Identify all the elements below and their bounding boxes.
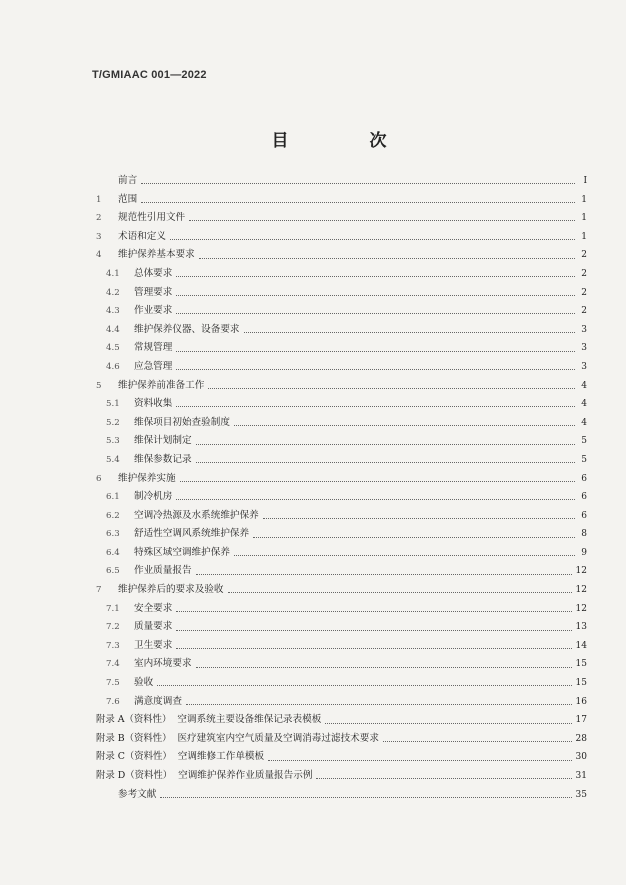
toc-entry-title: 规范性引用文件	[118, 212, 186, 224]
toc-entry[interactable]	[96, 339, 587, 358]
toc-entry-title: 医疗建筑室内空气质量及空调消毒过滤技术要求	[177, 732, 379, 744]
toc-entry-page: 9	[581, 547, 587, 558]
toc-entry-number: 6.5	[106, 566, 120, 577]
toc-entry[interactable]	[96, 246, 587, 265]
dot-leader	[141, 201, 575, 203]
toc-entry-number: 5.3	[106, 436, 120, 447]
dot-leader	[196, 666, 572, 668]
toc-entry-title: 作业要求	[134, 305, 173, 317]
toc-entry-number: 2	[96, 213, 102, 224]
toc-entry-title: 特殊区域空调维护保养	[134, 546, 230, 558]
toc-entry-title: 制冷机房	[134, 491, 173, 503]
toc-entry-page: 5	[581, 436, 587, 447]
toc-entry-title: 前言	[118, 175, 138, 186]
toc-entry[interactable]	[96, 786, 587, 805]
toc-entry-title: 空调冷热源及水系统维护保养	[134, 509, 259, 521]
toc-entry-title: 舒适性空调风系统维护保养	[134, 528, 250, 540]
toc-entry[interactable]	[96, 655, 587, 674]
toc-entry-page: 13	[575, 622, 587, 633]
dot-leader	[176, 498, 575, 500]
toc-entry-title: 维保项目初始查验制度	[134, 416, 230, 428]
dot-leader	[186, 703, 572, 705]
toc-entry[interactable]	[96, 618, 587, 637]
toc-entry-number: 7.1	[106, 603, 120, 614]
toc-entry-number: 6	[96, 473, 102, 484]
toc-entry-title: 作业质量报告	[134, 565, 192, 577]
toc-entry-page: 4	[581, 399, 587, 410]
toc-entry[interactable]	[96, 284, 587, 303]
toc-entry-title: 维护保养后的要求及验收	[118, 584, 224, 596]
toc-entry-page: 6	[581, 492, 587, 503]
toc-entry[interactable]	[96, 395, 587, 414]
toc-entry-page: 5	[581, 454, 587, 465]
toc-entry-number: 6.2	[106, 510, 120, 521]
toc-entry-title: 术语和定义	[118, 230, 166, 242]
toc-entry[interactable]	[96, 172, 587, 191]
toc-entry-page: 4	[581, 380, 587, 391]
toc-entry[interactable]	[96, 228, 587, 247]
toc-entry-number: 4.1	[106, 268, 120, 279]
toc-entry-title: 维护保养基本要求	[118, 249, 195, 261]
toc-entry-number: 6.3	[106, 529, 120, 540]
toc-entry-page: 6	[581, 510, 587, 521]
toc-entry-title: 维保计划制定	[134, 435, 192, 447]
toc-entry-title: 管理要求	[134, 286, 173, 298]
toc-entry-page: 6	[581, 473, 587, 484]
toc-entry-page: 1	[581, 231, 587, 242]
toc-entry[interactable]	[96, 730, 587, 749]
toc-entry-title: 资料收集	[134, 398, 173, 410]
toc-entry-page: 2	[581, 250, 587, 261]
toc-entry-title: 空调系统主要设备维保记录表模板	[177, 714, 322, 726]
dot-leader	[316, 777, 571, 779]
toc-entry[interactable]	[96, 209, 587, 228]
toc-entry-number: 7	[96, 585, 102, 596]
dot-leader	[160, 796, 571, 798]
dot-leader	[208, 387, 575, 389]
toc-entry-page: 15	[575, 678, 587, 689]
dot-leader	[234, 554, 575, 556]
toc-entry[interactable]	[96, 470, 587, 489]
toc-entry-title: 维护保养实施	[118, 472, 176, 484]
toc-entry-title: 总体要求	[134, 267, 173, 279]
toc-entry-title: 空调维护保养作业质量报告示例	[178, 770, 313, 781]
dot-leader	[176, 350, 575, 352]
toc-entry-page: 4	[581, 417, 587, 428]
toc-entry[interactable]	[96, 191, 587, 210]
toc-entry-number: 7.5	[106, 678, 120, 689]
dot-leader	[176, 312, 575, 314]
toc-entry-page: 14	[575, 640, 587, 651]
toc-title: 目 次	[271, 131, 419, 151]
dot-leader	[189, 219, 575, 221]
toc-entry-page: 2	[581, 306, 587, 317]
toc-entry-number: 5.1	[106, 399, 120, 410]
toc-entry-title: 安全要求	[134, 602, 173, 614]
toc-entry[interactable]	[96, 358, 587, 377]
toc-entry-page: 2	[581, 287, 587, 298]
dot-leader	[176, 275, 575, 277]
toc-entry-number: 5.4	[106, 454, 120, 465]
toc-entry-title: 范围	[118, 193, 138, 205]
toc-entry-title: 参考文献	[118, 788, 157, 800]
toc-entry[interactable]	[96, 711, 587, 730]
toc-entry[interactable]	[96, 525, 587, 544]
dot-leader	[176, 294, 575, 296]
toc-entry[interactable]	[96, 265, 587, 284]
toc-entry-page: 12	[575, 585, 587, 596]
toc-entry-number: 4.5	[106, 343, 120, 354]
toc-entry[interactable]	[96, 544, 587, 563]
toc-entry[interactable]	[96, 377, 587, 396]
toc-entry-title: 室内环境要求	[134, 658, 192, 670]
dot-leader	[325, 722, 571, 724]
dot-leader	[196, 573, 572, 575]
dot-leader	[170, 238, 575, 240]
toc-entry-page: 2	[581, 268, 587, 279]
dot-leader	[199, 257, 575, 259]
toc-entry-number: 7.2	[106, 622, 120, 633]
toc-entry-title: 应急管理	[134, 360, 173, 372]
toc-entry-number: 7.6	[106, 696, 120, 707]
toc-entry-page: 3	[581, 343, 587, 354]
toc-entry-number: 1	[96, 194, 102, 205]
toc-entry-number: 4.4	[106, 324, 120, 335]
toc-entry-title: 验收	[134, 677, 154, 689]
dot-leader	[228, 591, 572, 593]
toc-entry-title: 空调维修工作单模板	[177, 751, 265, 763]
toc-entry-number: 7.3	[106, 640, 120, 651]
toc-entry-page: Ⅰ	[583, 176, 587, 186]
dot-leader	[157, 684, 571, 686]
toc-entry[interactable]	[96, 488, 587, 507]
toc-entry[interactable]	[96, 600, 587, 619]
toc-entry-title: 维护保养仪器、设备要求	[134, 323, 240, 335]
dot-leader	[176, 405, 575, 407]
toc-entry[interactable]	[96, 693, 587, 712]
toc-entry[interactable]	[96, 562, 587, 581]
dot-leader	[176, 629, 571, 631]
document-code: T/GMIAAC 001—2022	[92, 69, 207, 81]
toc-entry-title: 维保参数记录	[134, 453, 192, 465]
toc-entry-number: 5.2	[106, 417, 120, 428]
toc-entry-number: 4	[96, 250, 102, 261]
toc-entry-number: 5	[96, 380, 102, 391]
toc-entry-page: 17	[575, 715, 587, 726]
dot-leader	[180, 480, 575, 482]
toc-entry-page: 30	[575, 752, 587, 763]
dot-leader	[176, 647, 571, 649]
toc-entry-title: 满意度调查	[134, 695, 182, 707]
toc-entry[interactable]	[96, 451, 587, 470]
toc-entry-page: 15	[575, 659, 587, 670]
dot-leader	[141, 182, 575, 184]
dot-leader	[196, 461, 575, 463]
toc-entry-page: 28	[575, 733, 587, 744]
toc-entry-number: 6.4	[106, 547, 120, 558]
toc-entry-title: 常规管理	[134, 342, 173, 354]
toc-entry-number: 4.3	[106, 306, 120, 317]
toc-entry-page: 3	[581, 324, 587, 335]
toc-entry-number: 7.4	[106, 659, 120, 670]
toc-entry[interactable]	[96, 507, 587, 526]
dot-leader	[176, 368, 575, 370]
toc-entry-number: 4.6	[106, 361, 120, 372]
dot-leader	[244, 331, 575, 333]
toc-entry-title: 质量要求	[134, 621, 173, 633]
toc-entry[interactable]	[96, 748, 587, 767]
dot-leader	[268, 759, 571, 761]
toc-entry[interactable]	[96, 767, 587, 786]
toc-entry[interactable]	[96, 302, 587, 321]
toc-entry-number: 6.1	[106, 492, 120, 503]
dot-leader	[253, 536, 575, 538]
toc-entry[interactable]	[96, 432, 587, 451]
toc-entry[interactable]	[96, 581, 587, 600]
toc-entry-number: 3	[96, 231, 102, 242]
toc-entry-page: 35	[575, 789, 587, 800]
toc-entry-title: 维护保养前准备工作	[118, 379, 205, 391]
toc-entry[interactable]	[96, 674, 587, 693]
toc-entry-page: 31	[575, 771, 587, 781]
toc-entry-page: 3	[581, 361, 587, 372]
toc-entry[interactable]	[96, 637, 587, 656]
dot-leader	[234, 424, 575, 426]
dot-leader	[176, 610, 571, 612]
dot-leader	[383, 740, 572, 742]
toc-entry-page: 1	[581, 213, 587, 224]
toc-entry-title: 卫生要求	[134, 639, 173, 651]
toc-entry-page: 8	[581, 529, 587, 540]
dot-leader	[196, 443, 575, 445]
toc-entry-page: 16	[575, 696, 587, 707]
toc-entry-number: 附录 C（资料性）	[96, 751, 172, 763]
toc-entry[interactable]	[96, 414, 587, 433]
toc-entry-page: 12	[575, 603, 587, 614]
toc-entry-page: 1	[581, 194, 587, 205]
dot-leader	[263, 517, 575, 519]
toc-entry-number: 附录 A（资料性）	[96, 714, 172, 726]
toc-entry[interactable]	[96, 321, 587, 340]
toc-entry-number: 附录 B（资料性）	[96, 732, 172, 744]
toc-entry-page: 12	[575, 566, 587, 577]
toc-entry-number: 附录 D（资料性）	[96, 770, 173, 781]
table-of-contents	[96, 172, 587, 804]
toc-entry-number: 4.2	[106, 287, 120, 298]
